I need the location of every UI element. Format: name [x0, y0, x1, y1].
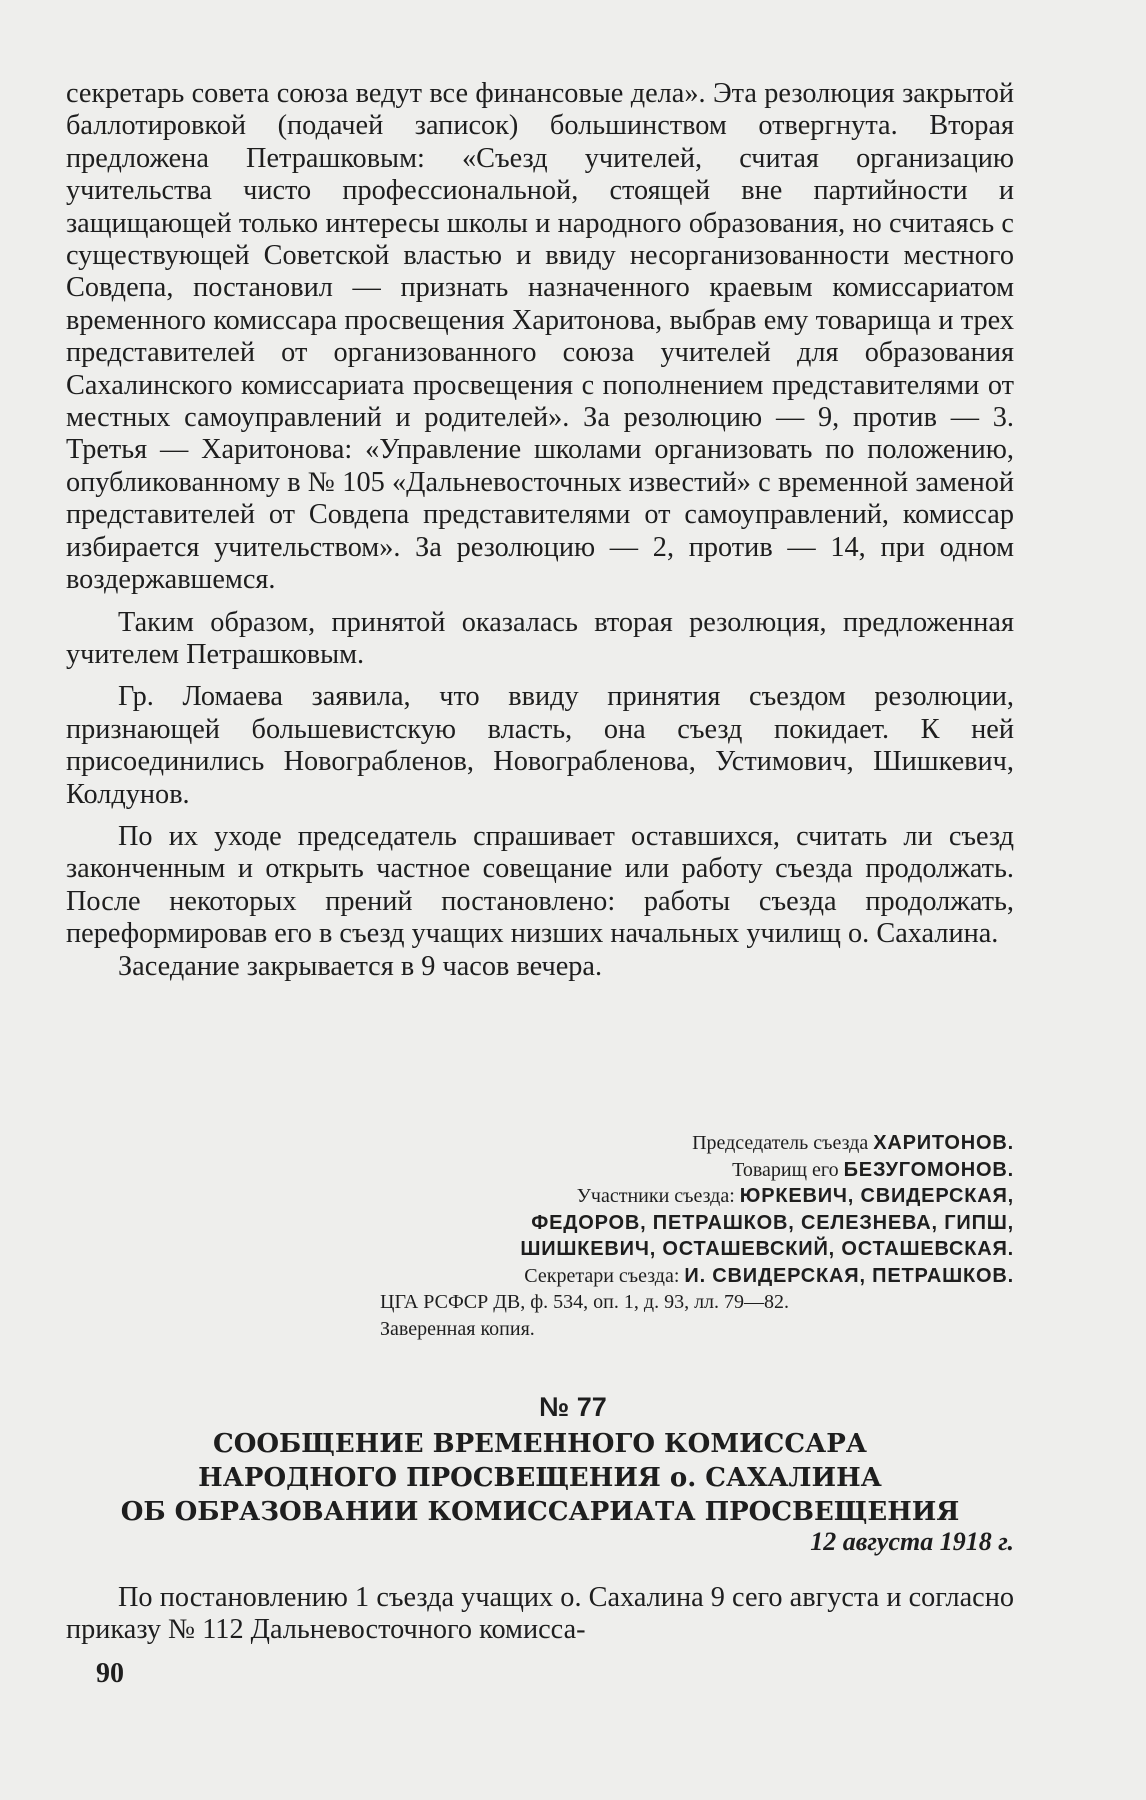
participants-names-2: ФЕДОРОВ, ПЕТРАШКОВ, СЕЛЕЗНЕВА, ГИПШ, — [531, 1211, 1014, 1234]
main-text — [66, 78, 1014, 983]
document-body — [66, 1582, 1014, 1647]
chair-label: Председатель съезда — [692, 1132, 869, 1154]
document-paragraph-1: По постановлению 1 съезда учащих о. Сахалина 9 сего августа и согласно приказу № 112 Дальневосточного комисса- — [66, 1582, 1014, 1646]
deputy-label: Товарищ его — [732, 1158, 839, 1181]
title-line-3: ОБ ОБРАЗОВАНИИ КОМИССАРИАТА ПРОСВЕЩЕНИЯ — [120, 1497, 960, 1527]
participants-names-1: ЮРКЕВИЧ, СВИДЕРСКАЯ, — [739, 1185, 1014, 1207]
deputy-name: БЕЗУГОМОНОВ. — [843, 1158, 1014, 1181]
certified-copy-note: Заверенная копия. — [380, 1317, 535, 1340]
paragraph-4: По их уходе председатель спрашивает оставшихся, считать ли съезд законченным и открыть частное совещание или работу съезда продолжать. После некоторых прений постановлено: работы съезда продолжать, переформировав его в съезд учащих низших начальных училищ о. Сахалина. — [66, 820, 1014, 950]
document-date: 12 августа 1918 г. — [810, 1527, 1014, 1556]
paragraph-3: Гр. Ломаева заявила, что ввиду принятия съездом резолюции, признающей большевистскую власть, она съезд покидает. К ней присоединились Новограбленов, Новограбленова, Устимович, Шишкевич, Колдунов. — [66, 681, 1014, 810]
secretaries-names: И. СВИДЕРСКАЯ, ПЕТРАШКОВ. — [684, 1264, 1014, 1287]
document-number: № 77 — [539, 1392, 607, 1422]
page-number: 90 — [96, 1658, 124, 1689]
archive-reference: ЦГА РСФСР ДВ, ф. 534, оп. 1, д. 93, лл. 79—82. — [380, 1291, 790, 1313]
title-line-1: СООБЩЕНИЕ ВРЕМЕННОГО КОМИССАРА — [213, 1429, 867, 1459]
paragraph-5: Заседание закрывается в 9 часов вечера. — [118, 950, 603, 982]
chair-line — [380, 1130, 1014, 1157]
participants-line — [380, 1183, 1014, 1210]
participants-label: Участники съезда: — [576, 1185, 735, 1207]
participants-names-3: ШИШКЕВИЧ, ОСТАШЕВСКИЙ, ОСТАШЕВСКАЯ. — [520, 1238, 1014, 1260]
secretaries-line — [380, 1263, 1014, 1290]
document-title — [66, 1427, 1014, 1529]
chair-name: ХАРИТОНОВ. — [873, 1132, 1014, 1154]
secretaries-label: Секретари съезда: — [524, 1264, 680, 1287]
paragraph-1: секретарь совета союза ведут все финансовые дела». Эта резолюция закрытой баллотировкой (подачей записок) большинством отвергнута. Вторая предложена Петрашковым: «Съезд учителей, считая организацию учительства чисто профессиональной, стоящей вне партийности и защищающей только интересы школы и народного образования, но считаясь с существующей Советской властью и ввиду несорганизованности местного Совдепа, постановил — признать назначенного краевым комиссариатом временного комиссара просвещения Харитонова, выбрав ему товарища и трех представителей от организованного союза учителей для образования Сахалинского комиссариата просвещения с пополнением представителями от местных самоуправлений и родителей». За резолюцию — 9, против — 3. Третья — Харитонова: «Управление школами организовать по положению, опубликованному в № 105 «Дальневосточных известий» с временной заменой представителей от Совдепа представителями от самоуправлений, комиссар избирается учительством». За резолюцию — 2, против — 14, при одном воздержавшемся. — [66, 78, 1014, 596]
signature-block — [380, 1130, 1014, 1342]
deputy-line — [380, 1157, 1014, 1184]
paragraph-2: Таким образом, принятой оказалась вторая резолюция, предложенная учителем Петрашковым. — [66, 606, 1014, 670]
title-line-2: НАРОДНОГО ПРОСВЕЩЕНИЯ о. САХАЛИНА — [198, 1463, 882, 1493]
